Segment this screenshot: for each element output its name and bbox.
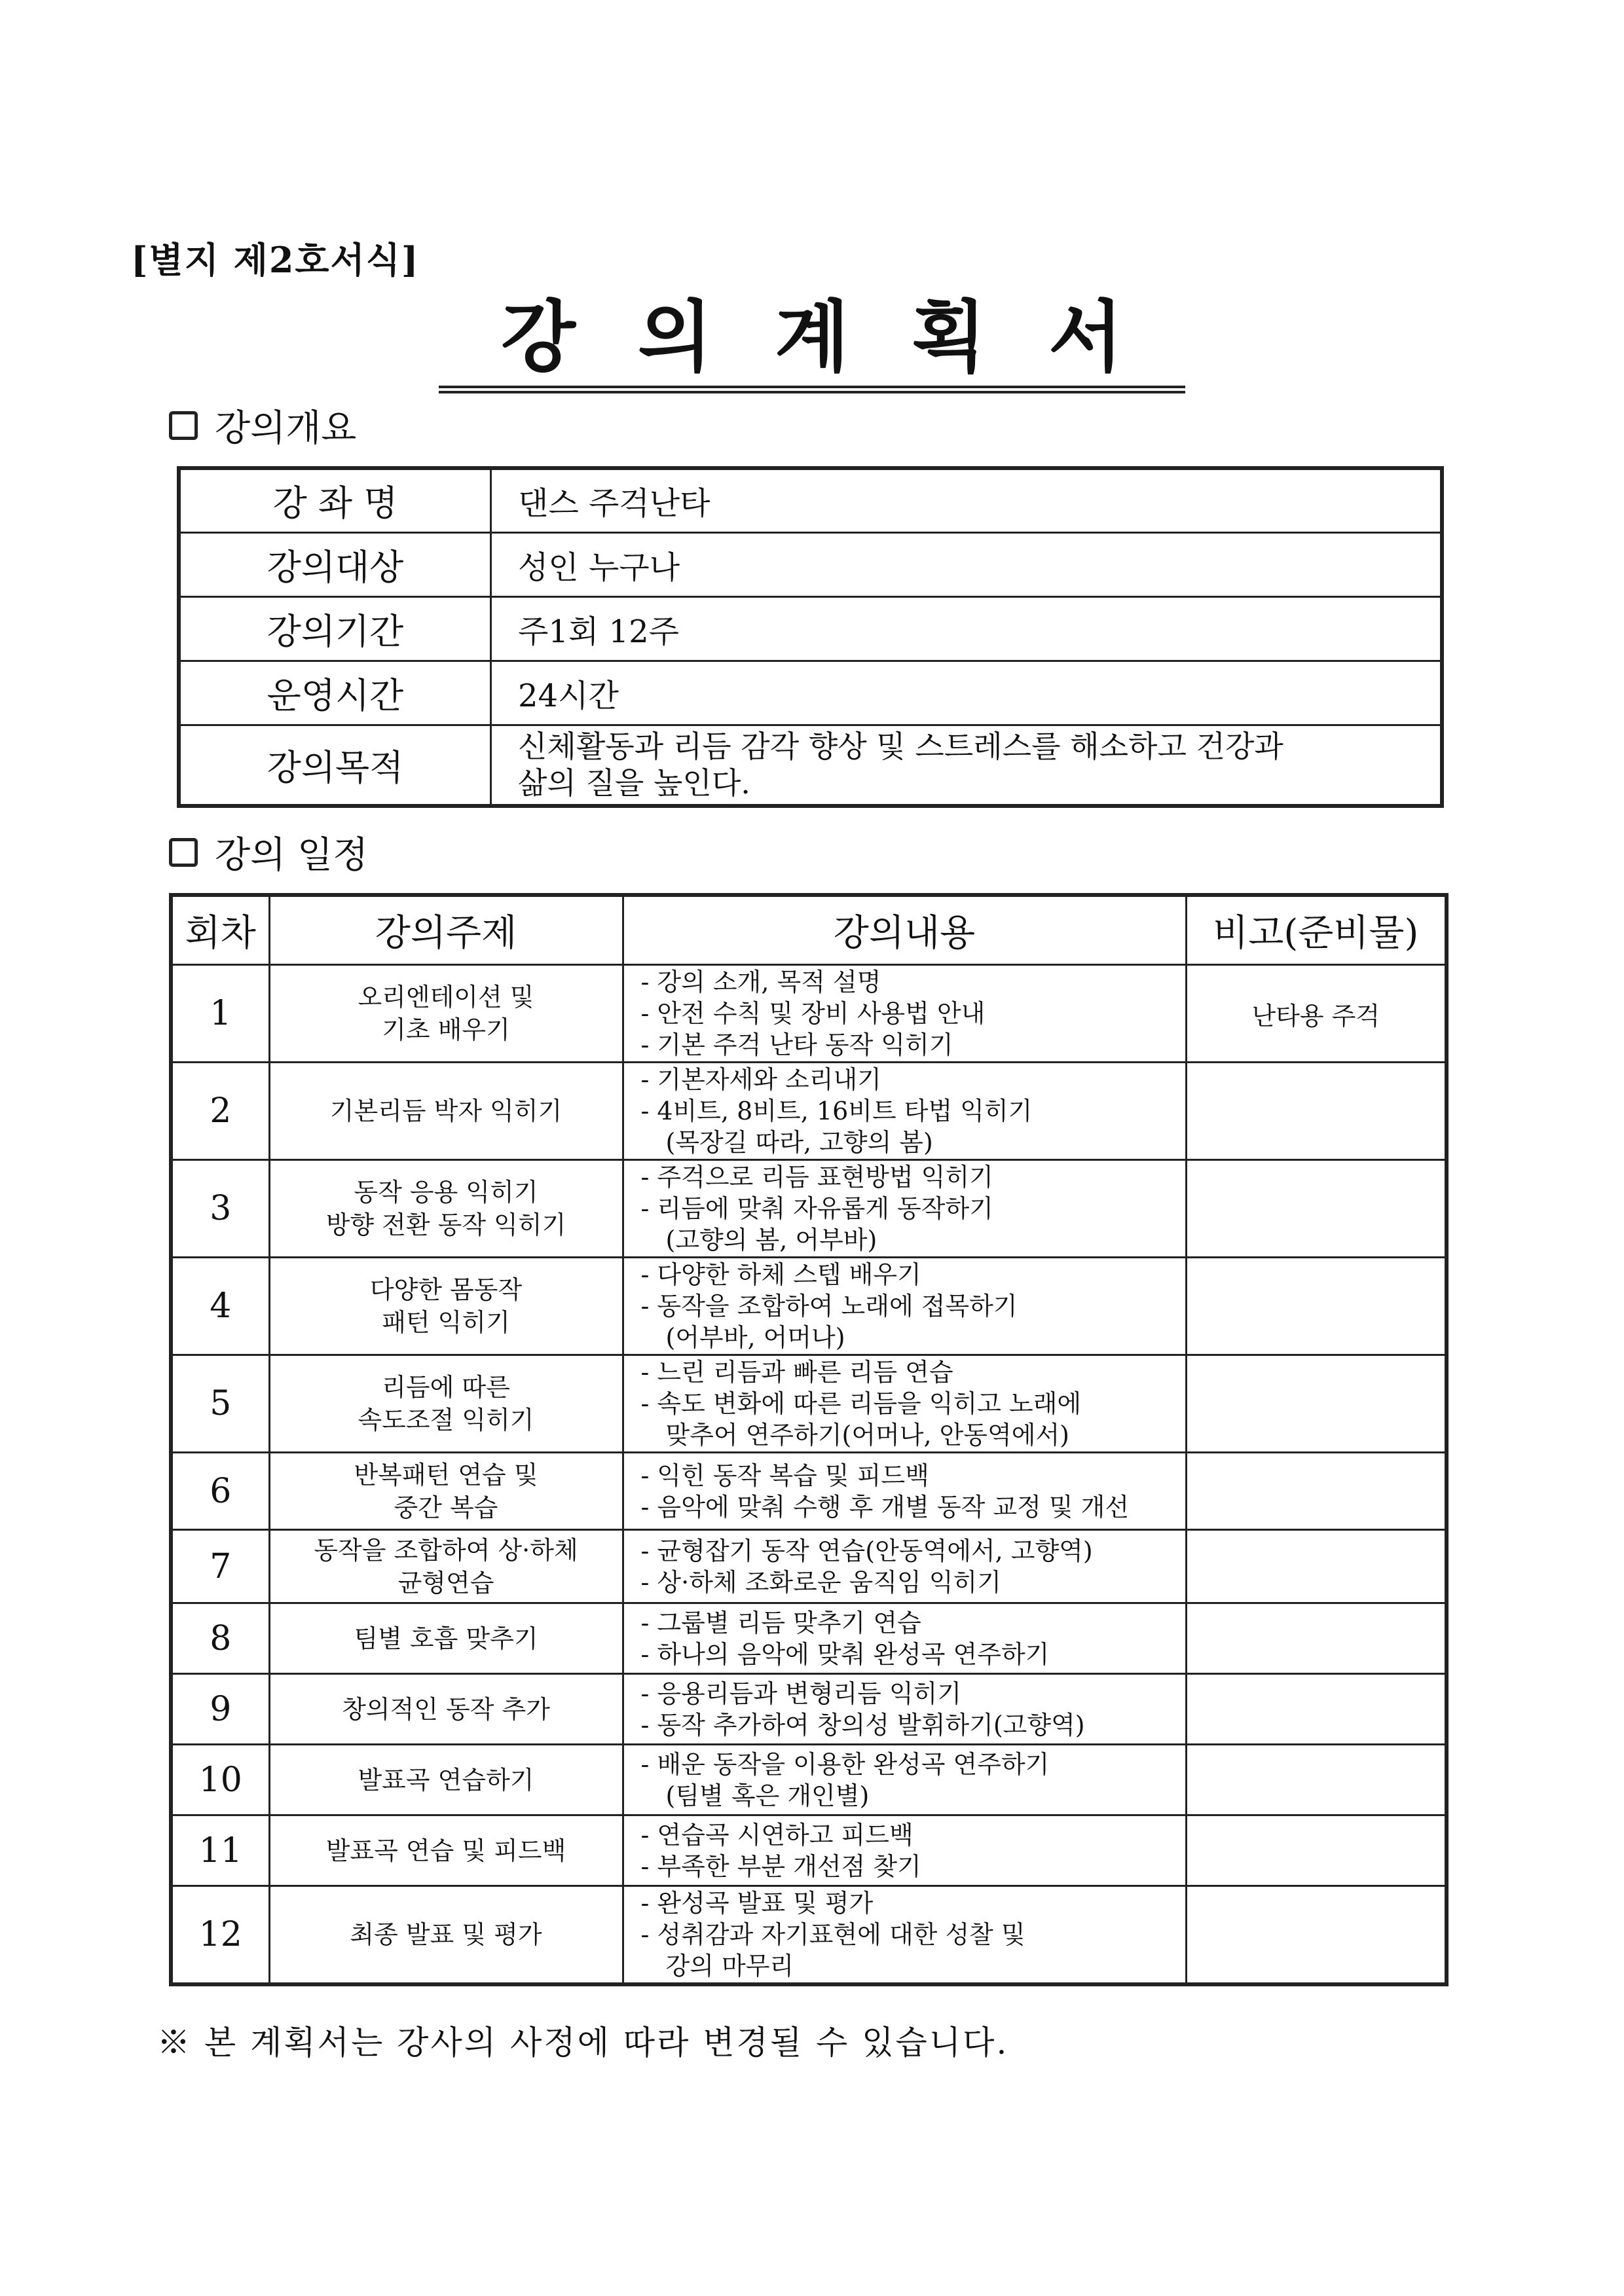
- content-line: (팀별 혹은 개인별): [665, 1781, 870, 1810]
- schedule-table: [169, 893, 1449, 1986]
- content-line: - 다양한 하체 스텝 배우기: [640, 1260, 921, 1289]
- session-note: [1186, 1745, 1447, 1815]
- schedule-section-heading: [169, 826, 368, 879]
- content-line: - 균형잡기 동작 연습(안동역에서, 고향역): [640, 1536, 1093, 1565]
- content-line: (고향의 봄, 어부바): [665, 1226, 877, 1254]
- topic-line: 패턴 익히기: [382, 1308, 510, 1337]
- topic-line: 오리엔테이션 및: [358, 983, 534, 1011]
- session-number: 1: [171, 965, 269, 1063]
- content-line: 맞추어 연주하기(어머나, 안동역에서): [665, 1421, 1070, 1449]
- topic-line: 기본리듬 박자 익히기: [329, 1097, 563, 1125]
- topic-line: 중간 복습: [394, 1493, 498, 1522]
- content-line: - 안전 수칙 및 장비 사용법 안내: [640, 999, 986, 1028]
- session-topic: [269, 1160, 623, 1258]
- overview-value: 댄스 주걱난타: [491, 468, 1443, 532]
- overview-row-target: [179, 532, 1442, 596]
- content-line: - 동작을 조합하여 노래에 접목하기: [640, 1292, 1018, 1321]
- content-line: - 강의 소개, 목적 설명: [640, 968, 881, 996]
- overview-value: 주1회 12주: [491, 596, 1443, 661]
- overview-label: 강의대상: [179, 532, 491, 596]
- session-content: [623, 1160, 1186, 1258]
- content-line: - 속도 변화에 따른 리듬을 익히고 노래에: [640, 1389, 1082, 1418]
- content-line: - 배운 동작을 이용한 완성곡 연주하기: [640, 1749, 1050, 1779]
- topic-line: 발표곡 연습 및 피드백: [325, 1836, 566, 1865]
- session-number: 4: [171, 1258, 269, 1355]
- session-topic: [269, 1603, 623, 1674]
- document-title: 강의계획서: [439, 291, 1185, 393]
- overview-label: 운영시간: [179, 661, 491, 725]
- content-line: - 응용리듬과 변형리듬 익히기: [640, 1679, 962, 1708]
- content-line: (어부바, 어머나): [665, 1323, 845, 1352]
- schedule-row: [171, 1530, 1447, 1603]
- session-note: [1186, 1603, 1447, 1674]
- session-number: 3: [171, 1160, 269, 1258]
- session-content: [623, 1530, 1186, 1603]
- overview-row-hours: [179, 661, 1442, 725]
- session-topic: [269, 1745, 623, 1815]
- session-note: [1186, 1355, 1447, 1453]
- session-topic: [269, 1453, 623, 1530]
- topic-line: 반복패턴 연습 및: [354, 1460, 538, 1489]
- topic-line: 리듬에 따른: [382, 1373, 510, 1402]
- session-topic: [269, 1530, 623, 1603]
- header-note: 비고(준비물): [1186, 895, 1447, 965]
- session-number: 8: [171, 1603, 269, 1674]
- content-line: - 그룹별 리듬 맞추기 연습: [640, 1608, 921, 1637]
- session-content: [623, 1453, 1186, 1530]
- session-content: [623, 965, 1186, 1063]
- session-content: [623, 1063, 1186, 1160]
- overview-row-period: [179, 596, 1442, 661]
- header-session: 회차: [171, 895, 269, 965]
- checkbox-icon: [169, 838, 198, 867]
- session-topic: [269, 1886, 623, 1985]
- topic-line: 발표곡 연습하기: [358, 1765, 534, 1795]
- session-number: 2: [171, 1063, 269, 1160]
- session-content: [623, 1674, 1186, 1745]
- overview-label: 강의목적: [179, 725, 491, 806]
- overview-label: 강의기간: [179, 596, 491, 661]
- header-content: 강의내용: [623, 895, 1186, 965]
- overview-value: 24시간: [491, 661, 1443, 725]
- schedule-body: [171, 965, 1447, 1985]
- schedule-row: [171, 1355, 1447, 1453]
- session-content: [623, 1886, 1186, 1985]
- session-note: 난타용 주걱: [1186, 965, 1447, 1063]
- content-line: - 주걱으로 리듬 표현방법 익히기: [640, 1163, 993, 1192]
- topic-line: 균형연습: [397, 1568, 494, 1597]
- overview-row-purpose: [179, 725, 1442, 806]
- content-line: (목장길 따라, 고향의 봄): [665, 1128, 933, 1157]
- topic-line: 동작 응용 익히기: [354, 1178, 538, 1207]
- topic-line: 기초 배우기: [382, 1015, 510, 1044]
- overview-label: 강 좌 명: [179, 468, 491, 532]
- session-content: [623, 1603, 1186, 1674]
- content-line: - 동작 추가하여 창의성 발휘하기(고향역): [640, 1710, 1085, 1740]
- session-note: [1186, 1886, 1447, 1985]
- schedule-row: [171, 1603, 1447, 1674]
- overview-value: 성인 누구나: [491, 532, 1443, 596]
- session-note: [1186, 1258, 1447, 1355]
- content-line: - 기본 주걱 난타 동작 익히기: [640, 1030, 953, 1059]
- session-content: [623, 1258, 1186, 1355]
- overview-row-course-name: [179, 468, 1442, 532]
- session-note: [1186, 1453, 1447, 1530]
- session-topic: [269, 965, 623, 1063]
- schedule-row: [171, 1674, 1447, 1745]
- content-line: - 음악에 맞춰 수행 후 개별 동작 교정 및 개선: [640, 1492, 1130, 1522]
- schedule-row: [171, 1815, 1447, 1886]
- content-line: - 완성곡 발표 및 평가: [640, 1889, 874, 1918]
- topic-line: 최종 발표 및 평가: [350, 1920, 542, 1949]
- session-number: 6: [171, 1453, 269, 1530]
- session-topic: [269, 1063, 623, 1160]
- schedule-heading-text: 강의 일정: [215, 834, 369, 877]
- overview-heading-text: 강의개요: [215, 407, 357, 450]
- schedule-row: [171, 1160, 1447, 1258]
- content-line: - 상·하체 조화로운 움직임 익히기: [640, 1567, 1001, 1597]
- header-topic: 강의주제: [269, 895, 623, 965]
- content-line: - 느린 리듬과 빠른 리듬 연습: [640, 1358, 953, 1387]
- session-topic: [269, 1674, 623, 1745]
- content-line: - 하나의 음악에 맞춰 완성곡 연주하기: [640, 1639, 1050, 1669]
- content-line: - 성취감과 자기표현에 대한 성찰 및: [640, 1920, 1025, 1949]
- content-line: - 연습곡 시연하고 피드백: [640, 1820, 913, 1850]
- session-note: [1186, 1063, 1447, 1160]
- session-number: 12: [171, 1886, 269, 1985]
- overview-table: [177, 466, 1444, 808]
- title-wrap: [0, 291, 1624, 393]
- schedule-row: [171, 965, 1447, 1063]
- session-number: 7: [171, 1530, 269, 1603]
- schedule-row: [171, 1886, 1447, 1985]
- overview-purpose-value: [491, 725, 1443, 806]
- content-line: - 리듬에 맞춰 자유롭게 동작하기: [640, 1194, 993, 1223]
- session-note: [1186, 1674, 1447, 1745]
- session-content: [623, 1745, 1186, 1815]
- footnote: ※ 본 계획서는 강사의 사정에 따라 변경될 수 있습니다.: [157, 2024, 1009, 2062]
- schedule-row: [171, 1258, 1447, 1355]
- session-topic: [269, 1355, 623, 1453]
- session-number: 9: [171, 1674, 269, 1745]
- session-number: 10: [171, 1745, 269, 1815]
- topic-line: 동작을 조합하여 상·하체: [314, 1535, 578, 1565]
- content-line: - 익힌 동작 복습 및 피드백: [640, 1461, 929, 1490]
- content-line: - 부족한 부분 개선점 찾기: [640, 1851, 921, 1881]
- session-note: [1186, 1530, 1447, 1603]
- content-line: - 기본자세와 소리내기: [640, 1065, 881, 1094]
- session-content: [623, 1815, 1186, 1886]
- overview-section-heading: [169, 399, 356, 452]
- session-note: [1186, 1815, 1447, 1886]
- session-note: [1186, 1160, 1447, 1258]
- topic-line: 방향 전환 동작 익히기: [325, 1211, 566, 1239]
- topic-line: 다양한 몸동작: [369, 1275, 523, 1304]
- session-number: 5: [171, 1355, 269, 1453]
- purpose-line: 삶의 질을 높인다.: [518, 765, 750, 801]
- schedule-row: [171, 1453, 1447, 1530]
- topic-line: 창의적인 동작 추가: [342, 1694, 550, 1724]
- topic-line: 속도조절 익히기: [358, 1406, 534, 1434]
- schedule-header-row: [171, 895, 1447, 965]
- session-topic: [269, 1815, 623, 1886]
- content-line: - 4비트, 8비트, 16비트 타법 익히기: [640, 1097, 1033, 1125]
- session-topic: [269, 1258, 623, 1355]
- purpose-line: 신체활동과 리듬 감각 향상 및 스트레스를 해소하고 건강과: [518, 729, 1283, 765]
- session-content: [623, 1355, 1186, 1453]
- schedule-row: [171, 1745, 1447, 1815]
- checkbox-icon: [169, 411, 198, 440]
- topic-line: 팀별 호흡 맞추기: [354, 1624, 538, 1653]
- form-number-label: [별지 제2호서식]: [131, 239, 420, 281]
- content-line: 강의 마무리: [665, 1952, 794, 1980]
- schedule-row: [171, 1063, 1447, 1160]
- session-number: 11: [171, 1815, 269, 1886]
